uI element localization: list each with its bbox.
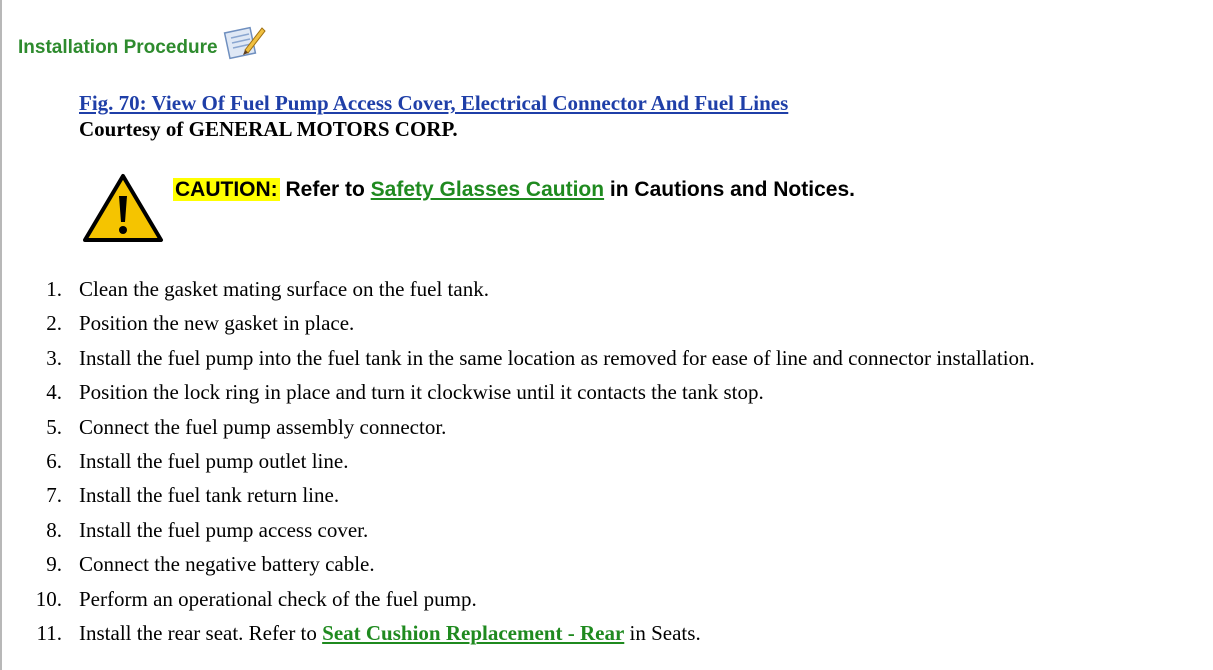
section-title: Installation Procedure — [18, 37, 218, 58]
step-text-after: in Seats. — [624, 620, 701, 645]
step-number: 2. — [46, 311, 62, 336]
step-text: Connect the negative battery cable. — [79, 552, 375, 577]
step-number: 11. — [36, 620, 62, 645]
warning-triangle-icon — [82, 172, 164, 244]
caution-notice — [173, 176, 855, 204]
step-number: 10. — [35, 586, 62, 611]
step-text-before: Install the rear seat. Refer to — [79, 620, 323, 645]
step-number: 4. — [46, 380, 62, 405]
figure-courtesy: Courtesy of GENERAL MOTORS CORP. — [79, 117, 458, 141]
figure-caption — [79, 90, 788, 142]
seat-cushion-replacement-link[interactable]: Seat Cushion Replacement - Rear — [322, 620, 625, 645]
step-text: Connect the fuel pump assembly connector. — [79, 414, 447, 439]
step-number: 1. — [46, 277, 62, 301]
step-number: 5. — [46, 414, 62, 439]
safety-glasses-caution-link[interactable]: Safety Glasses Caution — [370, 178, 605, 201]
step-text: Clean the gasket mating surface on the fuel tank. — [79, 277, 489, 301]
step-text: Install the fuel pump into the fuel tank in the same location as removed for ease of line and connector installation. — [79, 345, 1035, 370]
caution-text-before: Refer to — [279, 178, 371, 201]
step-number: 6. — [46, 448, 62, 473]
figure-link[interactable]: Fig. 70: View Of Fuel Pump Access Cover, Electrical Connector And Fuel Lines — [79, 91, 789, 115]
caution-label: CAUTION: — [175, 178, 278, 201]
section-header — [18, 18, 267, 62]
step-text — [79, 616, 701, 650]
step-number: 3. — [46, 345, 62, 370]
step-text: Install the fuel tank return line. — [79, 483, 340, 508]
step-text: Position the lock ring in place and turn it clockwise until it contacts the tank stop. — [79, 380, 764, 405]
step-text: Install the fuel pump access cover. — [79, 517, 369, 542]
step-number: 7. — [46, 483, 62, 508]
step-text: Perform an operational check of the fuel pump. — [79, 586, 477, 611]
caution-text-after: in Cautions and Notices. — [604, 178, 855, 201]
step-text: Position the new gasket in place. — [79, 311, 355, 336]
step-number: 9. — [46, 552, 62, 577]
step-text: Install the fuel pump outlet line. — [79, 448, 349, 473]
note-edit-icon[interactable] — [223, 22, 267, 62]
step-number: 8. — [46, 517, 62, 542]
